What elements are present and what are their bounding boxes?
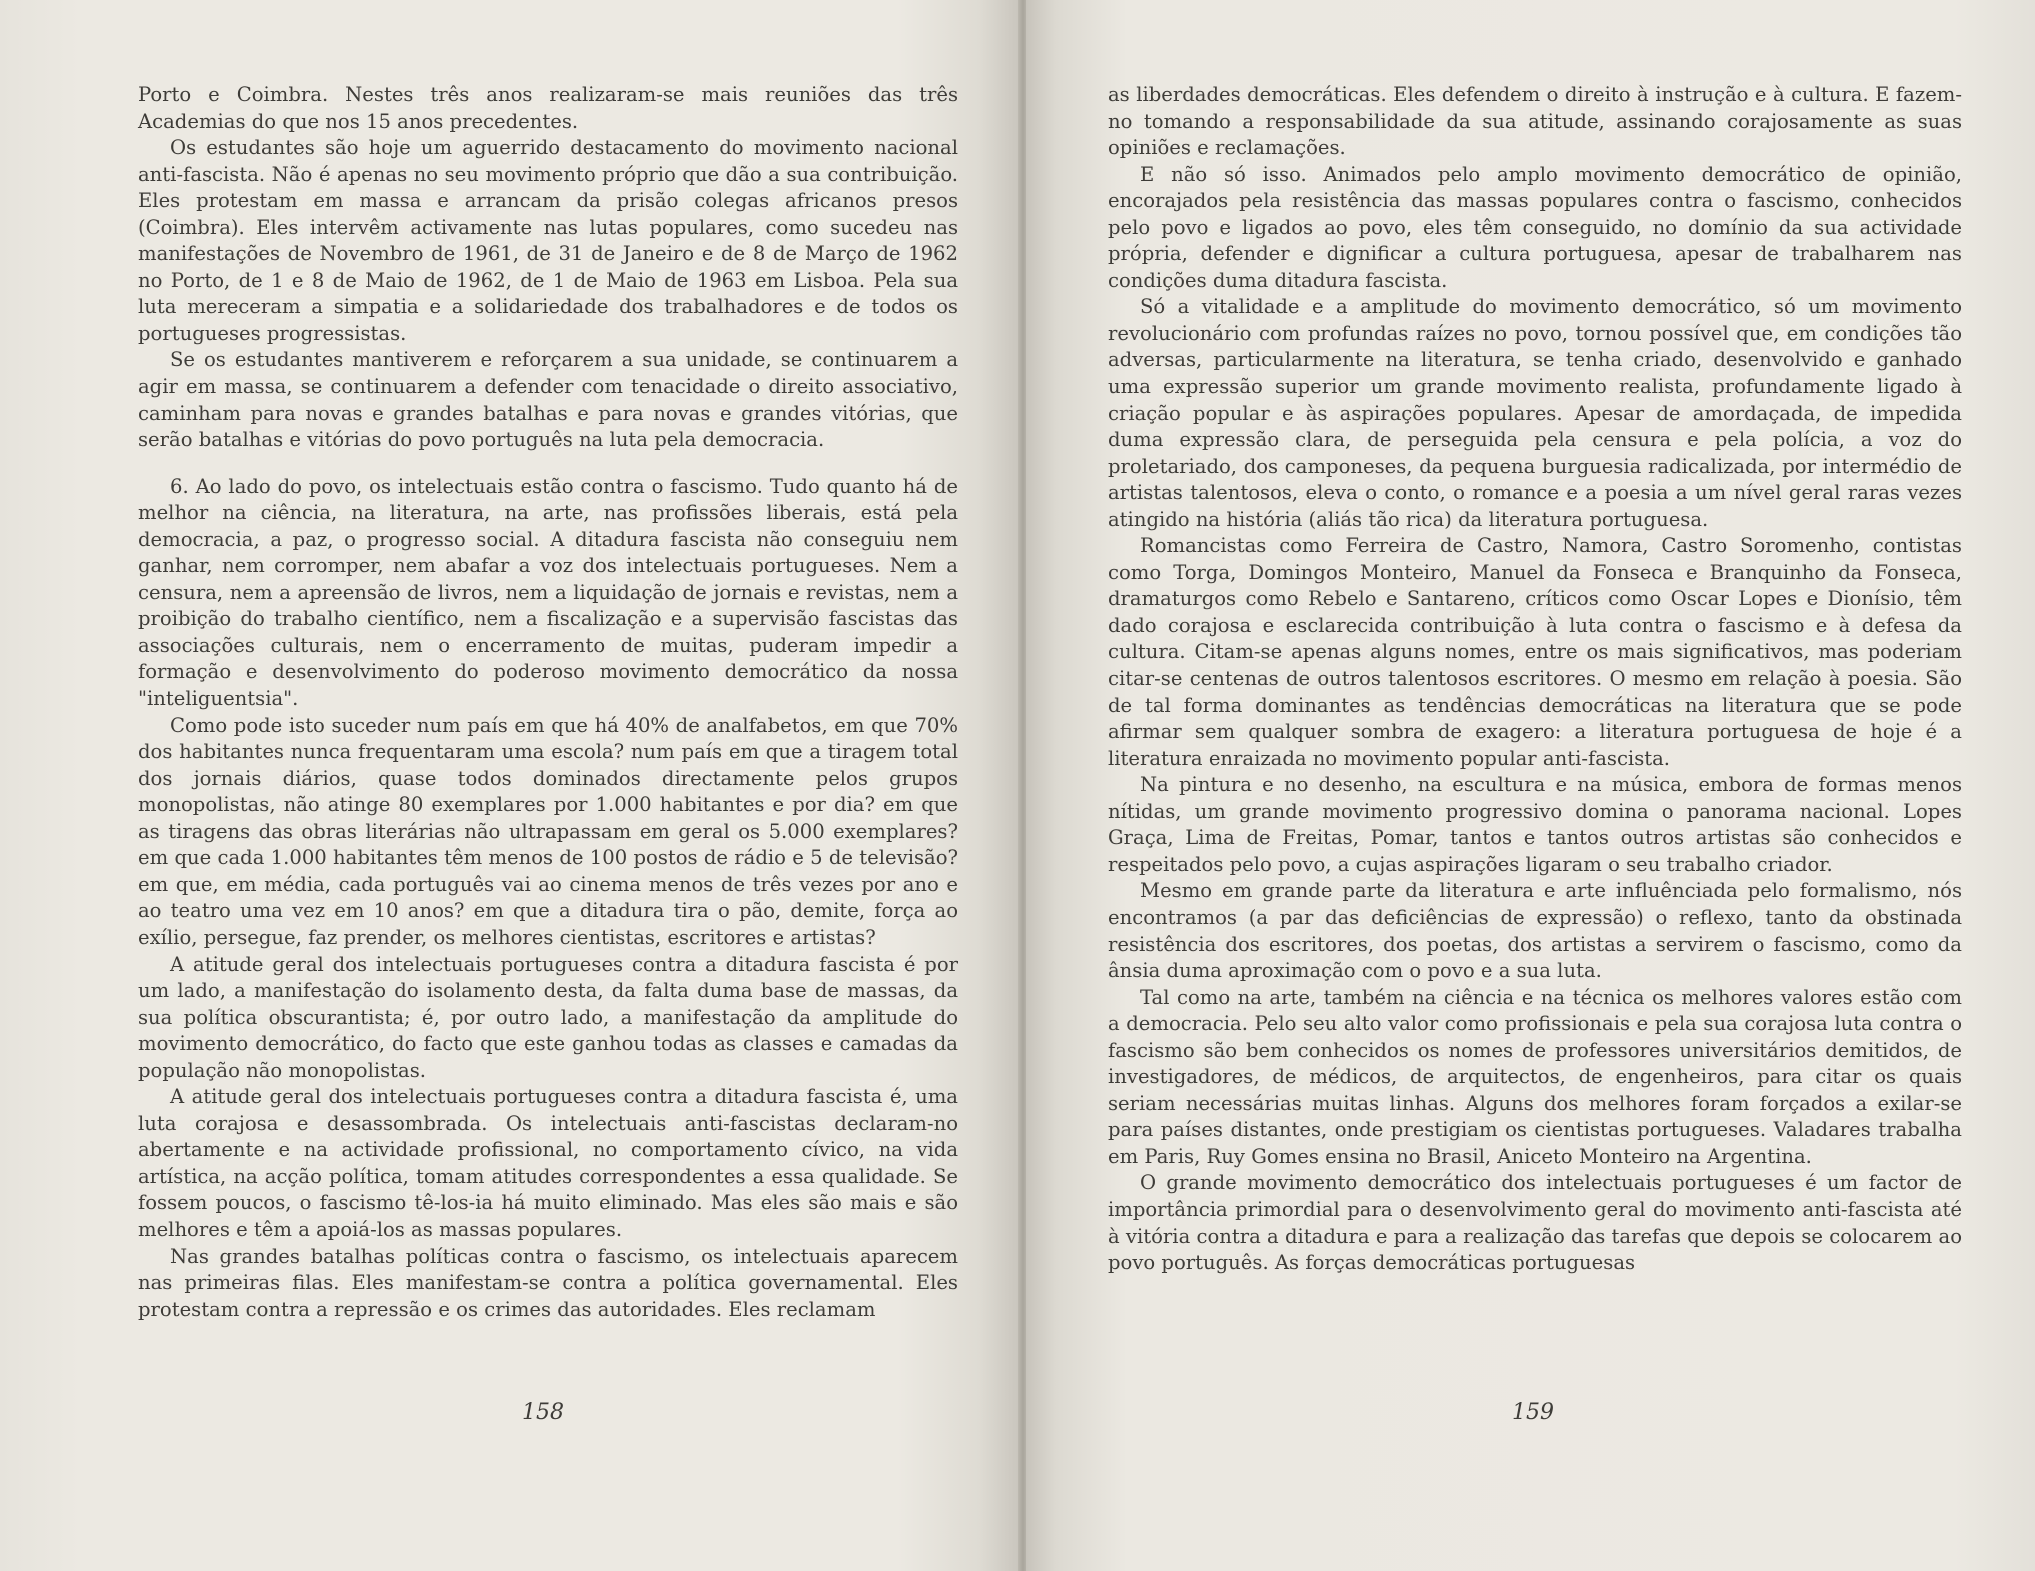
paragraph: Mesmo em grande parte da literatura e arte influênciada pelo formalismo, nós encontramos (a par das deficiências de expressão) o reflexo, tanto da obstinada resistência dos escritores, dos poetas, dos artistas a servirem o fascismo, como da ânsia duma aproximação com o povo e a sua luta. bbox=[1108, 879, 1962, 983]
page-number: 158 bbox=[522, 1400, 564, 1425]
left-page-body bbox=[138, 82, 958, 1323]
section-paragraph: 6. Ao lado do povo, os intelectuais estão contra o fascismo. Tudo quanto há de melhor na ciência, na literatura, na arte, nas profissões liberais, está pela democracia, a paz, o progresso social. A ditadura fascista não conseguiu nem ganhar, nem corromper, nem abafar a voz dos intelectuais portugueses. Nem a censura, nem a apreensão de livros, nem a liquidação de jornais e revistas, nem a proibição do trabalho científico, nem a fiscalização e a supervisão fascistas das associações culturais, nem o encerramento de muitas, puderam impedir a formação e desenvolvimento do poderoso movimento democrático da nossa "inteliguentsia". bbox=[138, 474, 958, 711]
paragraph: Tal como na arte, também na ciência e na técnica os melhores valores estão com a democracia. Pelo seu alto valor como profissionais e pela sua corajosa luta contra o fascismo são bem conhecidos os nomes de professores universitários demitidos, de investigadores, de médicos, de arquitectos, de engenheiros, para citar os quais seriam necessárias muitas linhas. Alguns dos melhores foram forçados a exilar-se para países distantes, onde prestigiam os cientistas portugueses. Valadares trabalha em Paris, Ruy Gomes ensina no Brasil, Aniceto Monteiro na Argentina. bbox=[1108, 985, 1962, 1168]
paragraph: Romancistas como Ferreira de Castro, Namora, Castro Soromenho, contistas como Torga, Domingos Monteiro, Manuel da Fonseca e Branquinho da Fonseca, dramaturgos como Rebelo e Santareno, críticos como Oscar Lopes e Dionísio, têm dado corajosa e esclarecida contribuição à luta contra o fascismo e à defesa da cultura. Citam-se apenas alguns nomes, entre os mais significativos, mas poderiam citar-se centenas de outros talentosos escritores. O mesmo em relação à poesia. São de tal forma dominantes as tendências democráticas na literatura que se pode afirmar sem qualquer sombra de exagero: a literatura portuguesa de hoje é a literatura enraizada no movimento popular anti-fascista. bbox=[1108, 534, 1962, 770]
paragraph: O grande movimento democrático dos intelectuais portugueses é um factor de importância primordial para o desenvolvimento geral do movimento anti-fascista até à vitória contra a ditadura e para a realização das tarefas que depois se colocarem ao povo português. As forças democráticas portuguesas bbox=[1108, 1171, 1962, 1275]
paragraph: E não só isso. Animados pelo amplo movimento democrático de opinião, encorajados pela resistência das massas populares contra o fascismo, conhecidos pelo povo e ligados ao povo, eles têm conseguido, no domínio da sua actividade própria, defender e dignificar a cultura portuguesa, apesar de trabalharem nas condições duma ditadura fascista. bbox=[1108, 162, 1962, 292]
paragraph: Os estudantes são hoje um aguerrido destacamento do movimento nacional anti-fascista. Não é apenas no seu movimento próprio que dão a sua contribuição. Eles protestam em massa e arrancam da prisão colegas africanos presos (Coimbra). Eles intervêm activamente nas lutas populares, como sucedeu nas manifestações de Novembro de 1961, de 31 de Janeiro e de 8 de Março de 1962 no Porto, de 1 e 8 de Maio de 1962, de 1 de Maio de 1963 em Lisboa. Pela sua luta mereceram a simpatia e a solidariedade dos trabalhadores e de todos os portugueses progressistas. bbox=[138, 136, 958, 345]
paragraph: Nas grandes batalhas políticas contra o fascismo, os intelectuais aparecem nas primeiras filas. Eles manifestam-se contra a política governamental. Eles protestam contra a repressão e os crimes das autoridades. Eles reclamam bbox=[138, 1244, 958, 1321]
paragraph: Só a vitalidade e a amplitude do movimento democrático, só um movimento revolucionário com profundas raízes no povo, tornou possível que, em condições tão adversas, particularmente na literatura, se tenha criado, desenvolvido e ganhado uma expressão superior um grande movimento realista, profundamente ligado à criação popular e às aspirações populares. Apesar de amordaçada, de impedida duma expressão clara, de perseguida pela censura e pela polícia, a voz do proletariado, dos camponeses, da pequena burguesia radicalizada, por intermédio de artistas talentosos, eleva o conto, o romance e a poesia a um nível geral raras vezes atingido na história (aliás tão rica) da literatura portuguesa. bbox=[1108, 295, 1962, 531]
paragraph: Como pode isto suceder num país em que há 40% de analfabetos, em que 70% dos habitantes nunca frequentaram uma escola? num país em que a tiragem total dos jornais diários, quase todos dominados directamente pelos grupos monopolistas, não atinge 80 exemplares por 1.000 habitantes e por dia? em que as tiragens das obras literárias não ultrapassam em geral os 5.000 exemplares? em que cada 1.000 habitantes têm menos de 100 postos de rádio e 5 de televisão? em que, em média, cada português vai ao cinema menos de três vezes por ano e ao teatro uma vez em 10 anos? em que a ditadura tira o pão, demite, força ao exílio, persegue, faz prender, os melhores cientistas, escritores e artistas? bbox=[138, 713, 958, 949]
paragraph: A atitude geral dos intelectuais portugueses contra a ditadura fascista é por um lado, a manifestação do isolamento desta, da falta duma base de massas, da sua política obscurantista; é, por outro lado, a manifestação da amplitude do movimento democrático, do facto que este ganhou todas as classes e camadas da população não monopolistas. bbox=[138, 952, 958, 1082]
paragraph: as liberdades democráticas. Eles defendem o direito à instrução e à cultura. E fazem-no tomando a responsabilidade da sua atitude, assinando corajosamente as suas opiniões e reclamações. bbox=[1108, 83, 1962, 160]
page-number: 159 bbox=[1512, 1400, 1554, 1425]
right-page-body bbox=[1108, 82, 1962, 1277]
paragraph: Na pintura e no desenho, na escultura e na música, embora de formas menos nítidas, um grande movimento progressivo domina o panorama nacional. Lopes Graça, Lima de Freitas, Pomar, tantos e tantos outros artistas são conhecidos e respeitados pelo povo, a cujas aspirações ligaram o seu trabalho criador. bbox=[1108, 773, 1962, 876]
right-page bbox=[1026, 0, 2035, 1571]
paragraph: Se os estudantes mantiverem e reforçarem a sua unidade, se continuarem a agir em massa, se continuarem a defender com tenacidade o direito associativo, caminham para novas e grandes batalhas e para novas e grandes vitórias, que serão batalhas e vitórias do povo português na luta pela democracia. bbox=[138, 348, 958, 452]
paragraph: A atitude geral dos intelectuais portugueses contra a ditadura fascista é, uma luta corajosa e desassombrada. Os intelectuais anti-fascistas declaram-no abertamente e na actividade profissional, no comportamento cívico, na vida artística, na acção política, tomam atitudes correspondentes a essa qualidade. Se fossem poucos, o fascismo tê-los-ia há muito eliminado. Mas eles são mais e são melhores e têm a apoiá-los as massas populares. bbox=[138, 1085, 958, 1241]
paragraph: Porto e Coimbra. Nestes três anos realizaram-se mais reuniões das três Academias do que nos 15 anos precedentes. bbox=[138, 83, 958, 133]
